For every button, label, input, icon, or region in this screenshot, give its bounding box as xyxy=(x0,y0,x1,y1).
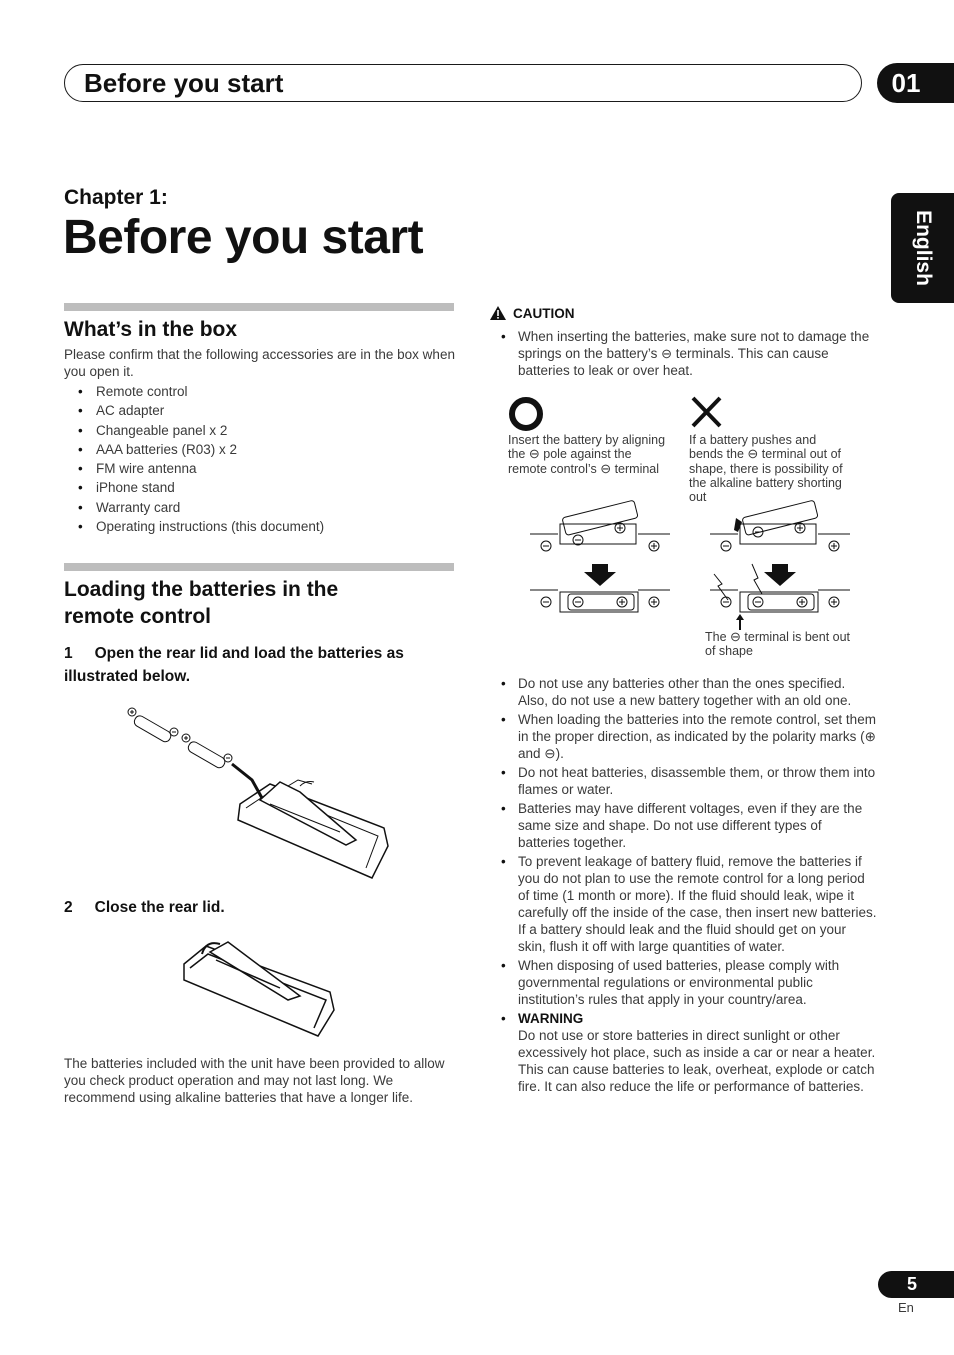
chapter-number: 01 xyxy=(891,68,921,98)
step-1-number: 1 xyxy=(64,645,73,662)
correct-o-icon xyxy=(508,397,548,433)
caution-item: • Do not use any batteries other than the ones specified. Also, do not use a new battery together with an old one. xyxy=(499,675,877,709)
wrong-insertion-diagram xyxy=(708,512,853,630)
step-2 xyxy=(64,896,225,919)
list-item: • Warranty card xyxy=(64,498,456,517)
language-tab-label: English xyxy=(911,210,935,286)
header-title: Before you start xyxy=(84,68,284,98)
list-item: • AC adapter xyxy=(64,401,456,420)
close-lid-illustration xyxy=(180,936,340,1040)
step-1-text-line1: Open the rear lid and load the batteries as xyxy=(94,645,404,662)
section-rule xyxy=(64,563,454,571)
caution-intro-list xyxy=(499,328,877,381)
list-item: • AAA batteries (R03) x 2 xyxy=(64,440,456,459)
correct-insertion-diagram xyxy=(528,512,673,620)
caution-heading xyxy=(489,305,575,321)
list-item: • Remote control xyxy=(64,382,456,401)
accessories-list xyxy=(64,382,456,536)
warning-text: Do not use or store batteries in direct sunlight or other excessively hot place, such as inside a car or near a heater. This can cause batteries to leak, overheat, explode or catch fire. It can also reduce the life or performance of batteries. xyxy=(518,1028,876,1094)
chapter-title: Before you start xyxy=(63,211,424,264)
caution-item: • To prevent leakage of battery fluid, remove the batteries if you do not plan to use the remote control for a long period of time (1 month or more). If the fluid should leak, wipe it carefully off the inside of the case, then insert new batteries. If a battery should leak and the fluid should get on your skin, flush it off with large quantities of water. xyxy=(499,853,877,955)
caution-item: • Do not heat batteries, disassemble them, or throw them into flames or water. xyxy=(499,764,877,798)
list-item: • Changeable panel x 2 xyxy=(64,421,456,440)
caution-item: • Batteries may have different voltages, even if they are the same size and shape. Do not use different types of batteries together. xyxy=(499,800,877,851)
caution-item: • When disposing of used batteries, please comply with governmental regulations or environmental public institution’s rules that apply in your country/area. xyxy=(499,957,877,1008)
battery-section-title-line2: remote control xyxy=(64,605,212,628)
section-rule xyxy=(64,303,454,311)
chapter-label: Chapter 1: xyxy=(64,186,168,209)
box-section-intro: Please confirm that the following accessories are in the box when you open it. xyxy=(64,347,455,379)
list-item: • Operating instructions (this document) xyxy=(64,517,456,536)
warning-triangle-icon xyxy=(489,305,507,321)
battery-section-title-line1: Loading the batteries in the xyxy=(64,578,339,601)
caution-heading-text: CAUTION xyxy=(513,305,575,321)
step-2-number: 2 xyxy=(64,899,73,916)
step-1 xyxy=(64,642,456,688)
step-2-text: Close the rear lid. xyxy=(94,899,225,916)
caution-list xyxy=(499,675,877,1097)
language-tab-label-wrap xyxy=(891,193,954,303)
caution-item: • When loading the batteries into the remote control, set them in the proper direction, as indicated by the polarity marks (⊕ and ⊖). xyxy=(499,711,877,762)
box-section-title: What’s in the box xyxy=(64,318,238,341)
bent-terminal-caption: The ⊖ terminal is bent out of shape xyxy=(705,629,851,659)
list-item: • iPhone stand xyxy=(64,478,456,497)
page-number: 5 xyxy=(906,1274,917,1294)
correct-caption: Insert the battery by aligning the ⊖ pole against the remote control’s ⊖ terminal xyxy=(508,433,666,476)
battery-note: The batteries included with the unit have been provided to allow you check product operation and may not last long. We recommend using alkaline batteries that have a longer life. xyxy=(64,1056,445,1105)
list-item: • FM wire antenna xyxy=(64,459,456,478)
battery-loading-illustration xyxy=(120,700,400,885)
wrong-caption: If a battery pushes and bends the ⊖ terminal out of shape, there is possibility of the alkaline battery shorting out xyxy=(689,433,843,505)
warning-item xyxy=(499,1010,877,1095)
caution-intro: • When inserting the batteries, make sure not to damage the springs on the battery’s ⊖ terminals. This can cause batteries to leak or over heat. xyxy=(499,328,877,379)
step-1-text-line2: illustrated below. xyxy=(64,668,191,685)
warning-heading: • WARNING xyxy=(518,1011,584,1026)
page-language-code: En xyxy=(898,1300,914,1315)
battery-section-title xyxy=(64,576,338,630)
wrong-x-icon xyxy=(690,395,726,431)
